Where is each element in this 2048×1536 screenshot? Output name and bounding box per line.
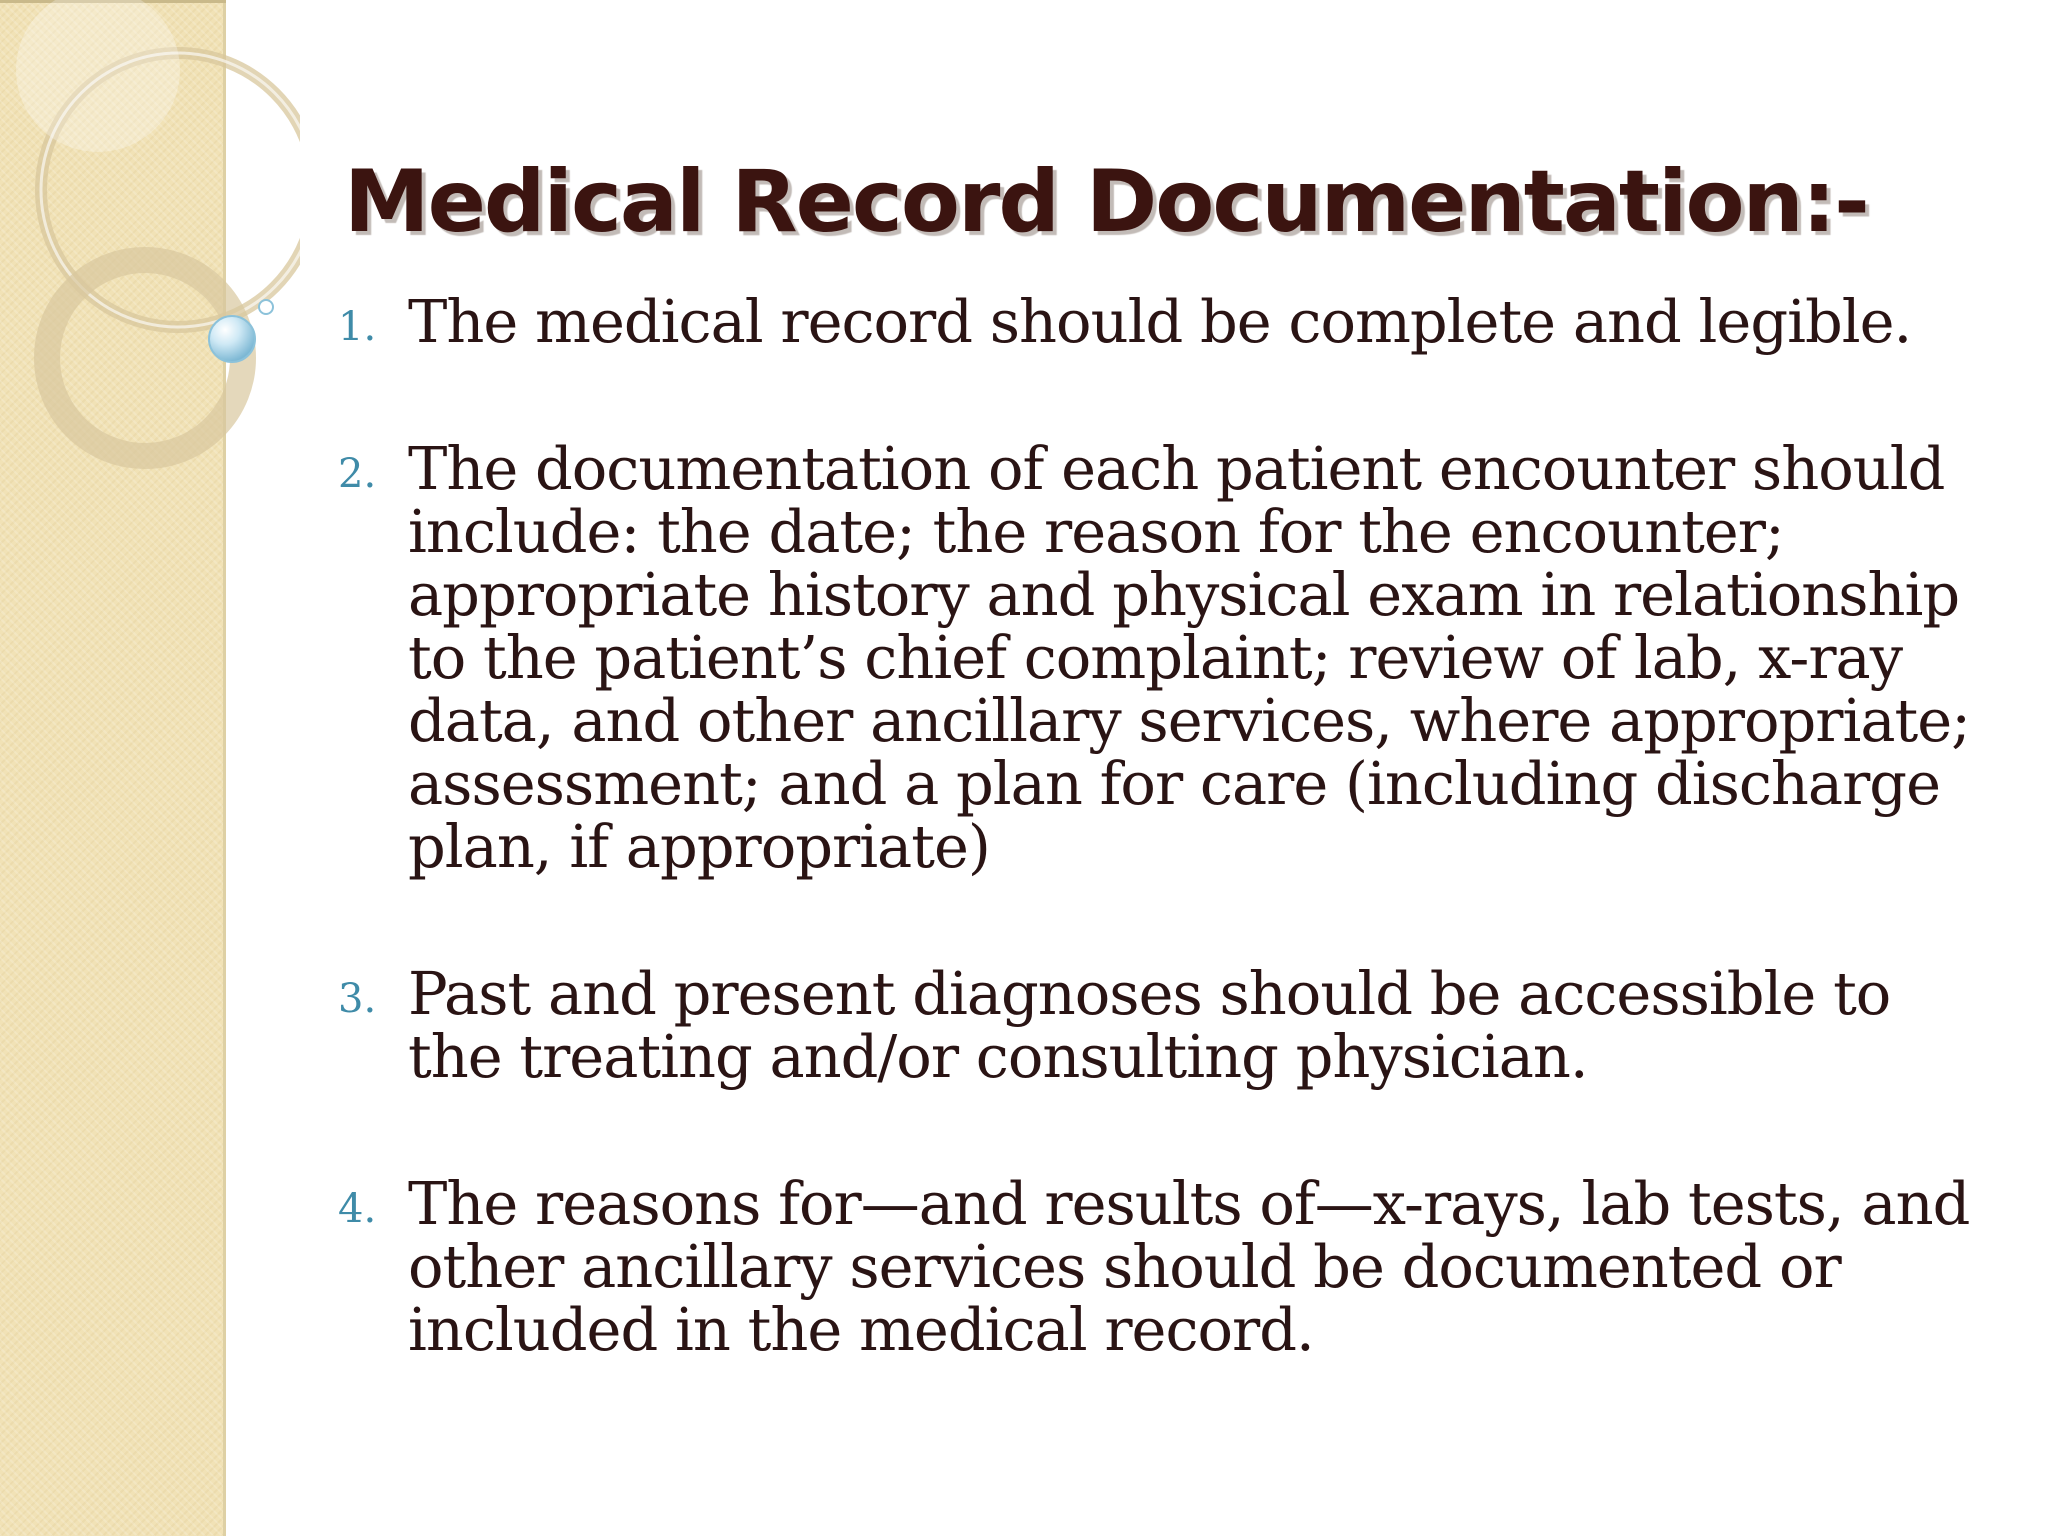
tiny-bubble-icon	[259, 300, 273, 314]
list-item-text: Past and present diagnoses should be accessible to the treating and/or consulting physician.	[408, 959, 1891, 1091]
list-item-text: The documentation of each patient encounter should include: the date; the reason for the encounter; appropriate history and physical exam in relationship to the patient’s chief complaint; review of lab, x-ray data, and other ancillary services, where appropriate; assessment; and a plan for care (including discharge plan, if appropriate)	[408, 434, 1971, 881]
list-item	[338, 434, 1978, 881]
slide-title: Medical Record Documentation:-	[344, 152, 1868, 252]
list-number: 4.	[338, 1186, 377, 1232]
list-item	[338, 1169, 1978, 1364]
numbered-list	[338, 287, 1978, 1364]
list-item	[338, 959, 1978, 1091]
decorative-rings-graphic	[0, 0, 300, 520]
list-item	[338, 287, 1978, 356]
blue-bubble-icon	[209, 316, 255, 362]
list-item-text: The medical record should be complete and legible.	[408, 287, 1912, 356]
small-ring-decoration	[47, 260, 243, 456]
list-item-text: The reasons for—and results of—x-rays, lab tests, and other ancillary services should be documented or included in the medical record.	[408, 1169, 1970, 1364]
list-number: 2.	[338, 451, 377, 497]
light-bubble-decoration	[16, 0, 180, 152]
list-number: 1.	[338, 304, 377, 350]
list-number: 3.	[338, 976, 377, 1022]
